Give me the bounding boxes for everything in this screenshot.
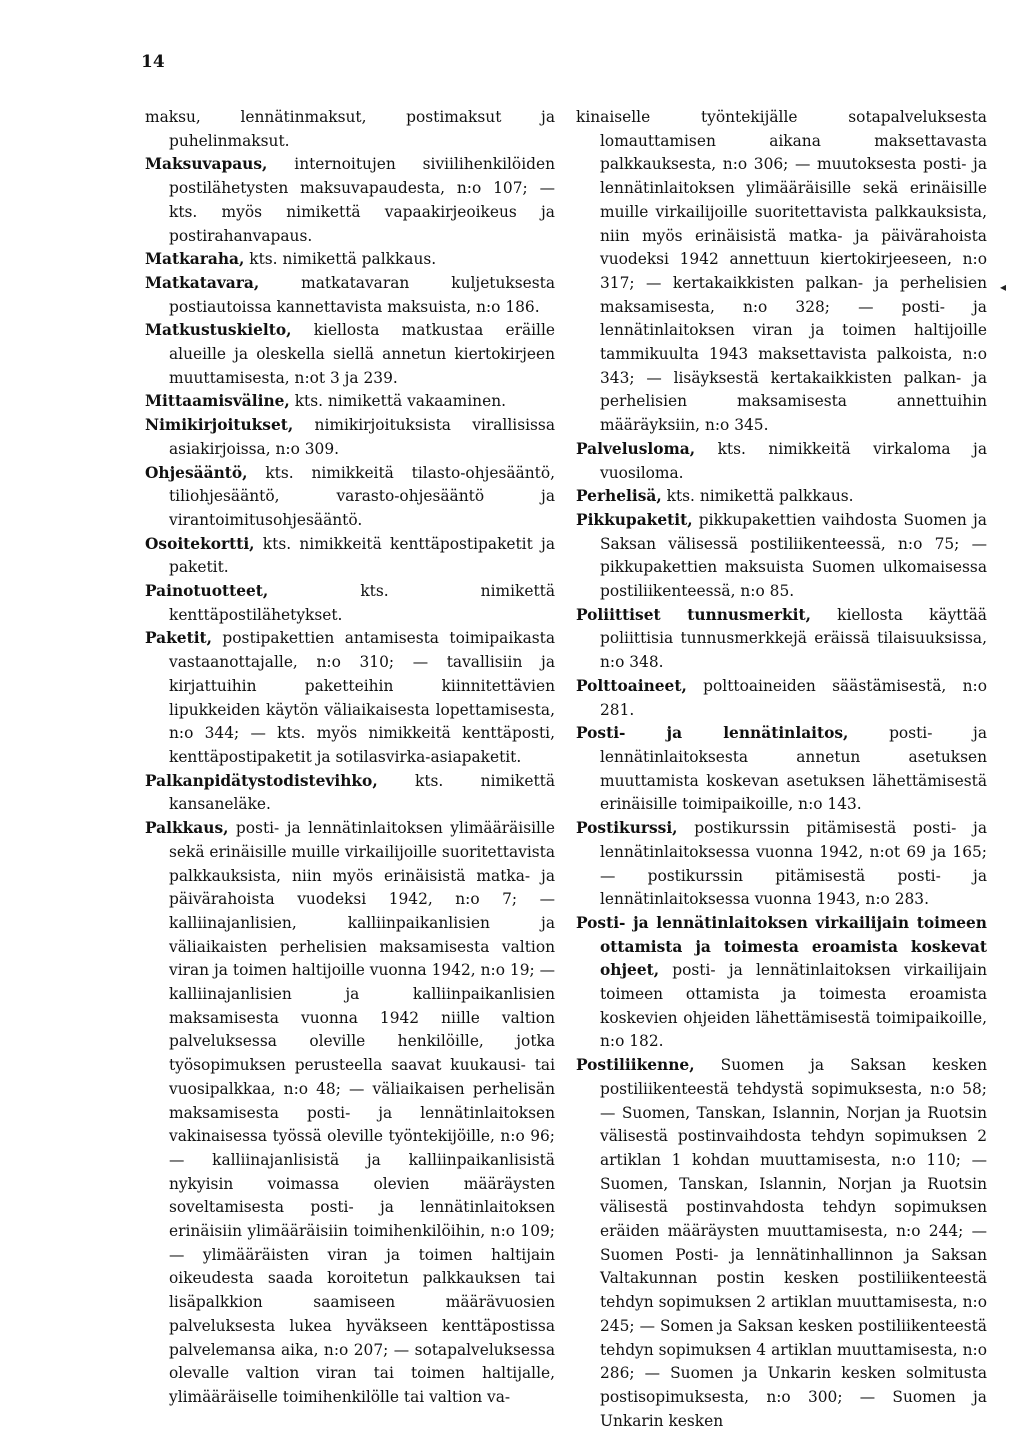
- entry-text: kiellosta matkustaa eräille alueille ja oleskella siellä annetun kiertokirjeen muuttamisesta, n:ot 3 ja 239.: [169, 321, 555, 387]
- entry-text: postipakettien antamisesta toimipaikasta vastaanottajalle, n:o 310; — tavallisiin ja kirjattuihin paketteihin kiinnitettävien lipukkeiden käytön väliaikaisesta lopettamisesta, n:o 344; — kts. myös nimikkeitä kenttäposti, kenttäpostipaketit ja sotilasvirka-asiapaketit.: [169, 629, 555, 766]
- entry-term: Poliittiset tunnusmerkit,: [576, 605, 811, 624]
- entry-text: matkatavaran kuljetuksesta postiautoissa kannettavista maksuista, n:o 186.: [169, 273, 555, 316]
- entry-text: kts. nimikettä kansaneläke.: [169, 771, 555, 814]
- index-entry: [145, 533, 555, 580]
- entry-text: kinaiselle työntekijälle sotapalveluksesta lomauttamisen aikana maksettavasta palkkauksesta, n:o 306; — muutoksesta posti- ja lennätinlaitoksen ylimääräisille sekä erinäisille muille virkailijoille suoritettavista palkkauksista, niin myös erinäisistä matka- ja päivärahoista vuodeksi 1942 annettuun kiertokirjeeseen, n:o 317; — kertakaikkisten palkan- ja perhelisien maksamisesta, n:o 328; — posti- ja lennätinlaitoksen viran ja toimen haltijoille tammikuulta 1943 maksettavista palkoista, n:o 343; — lisäyksestä kertakaikkisten palkan- ja perhelisien maksamisesta annettuihin määräyksiin, n:o 345.: [576, 108, 987, 435]
- entry-text: posti- ja lennätinlaitoksesta annetun asetuksen muuttamista koskevan asetuksen lähettämisestä erinäisille toimipaikoille, n:o 143.: [600, 724, 988, 814]
- entry-term: Maksuvapaus,: [145, 155, 268, 174]
- entry-text: kts. nimikettä palkkaus.: [244, 250, 437, 269]
- entry-text: kts. nimikkeitä kenttäpostipaketit ja paketit.: [169, 534, 555, 577]
- entry-term: Paketit,: [145, 629, 213, 648]
- entry-text: Suomen ja Saksan kesken postiliikenteestä tehdystä sopimuksesta, n:o 58; — Suomen, Tanskan, Islannin, Norjan ja Ruotsin välisestä postinvaihdosta tehdyn sopimuksen 2 artiklan 1 kohdan muuttamisesta, n:o 110; — Suomen, Tanskan, Islannin, Norjan ja Ruotsin välisestä postinvahdosta tehdyn sopimuksen eräiden määräysten muuttamisesta, n:o 244; — Suomen Posti- ja lennätinhallinnon ja Saksan Valtakunnan postin kesken postiliikenteestä tehdyn sopimuksen 2 artiklan muuttamisesta, n:o 245; — Somen ja Saksan kesken postiliikenteestä tehdyn sopimuksen 4 artiklan muuttamisesta, n:o 286; — Suomen ja Unkarin kesken solmitusta postisopimuksesta, n:o 300; — Suomen ja Unkarin kesken: [600, 1056, 987, 1430]
- index-entry: [145, 248, 555, 272]
- entry-term: Matkustuskielto,: [145, 321, 292, 340]
- entry-term: Perhelisä,: [576, 487, 662, 506]
- index-entry: [576, 438, 987, 485]
- entry-text: polttoaineiden säästämisestä, n:o 281.: [600, 676, 987, 719]
- index-column-left: [145, 106, 555, 1410]
- entry-term: Nimikirjoitukset,: [145, 416, 294, 435]
- entry-text: postikurssin pitämisestä posti- ja lennätinlaitoksessa vuonna 1942, n:ot 69 ja 165; — postikurssin pitämisestä posti- ja lennätinlaitoksessa vuonna 1943, n:o 283.: [600, 819, 987, 909]
- index-entry: [576, 817, 987, 912]
- entry-term: Palvelusloma,: [576, 439, 696, 458]
- entry-term: Posti- ja lennätinlaitos,: [576, 724, 849, 743]
- entry-term: Matkaraha,: [145, 250, 245, 269]
- index-entry: [145, 580, 555, 627]
- entry-text: kts. nimikkeitä tilasto-ohjesääntö, tiliohjesääntö, varasto-ohjesääntö ja virantoimitusohjesääntö.: [169, 463, 555, 529]
- index-entry: [576, 722, 987, 817]
- index-entry: [576, 912, 987, 1054]
- index-entry: [145, 390, 555, 414]
- entry-text: posti- ja lennätinlaitoksen virkailijain toimeen ottamista ja toimesta eroamista koskevien ohjeiden lähettämisestä toimipaikoille, n:o 182.: [600, 961, 987, 1051]
- page-number: 14: [141, 52, 165, 72]
- entry-term: Osoitekortti,: [145, 534, 255, 553]
- index-entry: [145, 462, 555, 533]
- entry-text: posti- ja lennätinlaitoksen ylimääräisille sekä erinäisille muille virkailijoille suoritettavista palkkauksista, niin myös erinäisistä matka- ja päivärahoista vuodeksi 1942, n:o 7; — kalliinajanlisien, kalliinpaikanlisien ja väliaikaisten perhelisien maksamisesta valtion viran ja toimen haltijoille vuonna 1942, n:o 19; — kalliinajanlisien ja kalliinpaikanlisien maksamisesta vuonna 1942 niille valtion palveluksessa oleville henkilöille, jotka työsopimuksen perusteella saavat kuukausi- tai vuosipalkkaa, n:o 48; — väliaikaisen perhelisän maksamisesta posti- ja lennätinlaitoksen vakinaisessa työssä oleville työntekijöille, n:o 96; — kalliinajanlisistä ja kalliinpaikanlisistä nykyisin voimassa olevien määräysten soveltamisesta posti- ja lennätinlaitoksen erinäisiin ylimääräisiin toimihenkilöihin, n:o 109; — ylimääräisten viran ja toimen haltijain oikeudesta saada koroitetun palkkauksen tai lisäpalkkion saamiseen määrävuosien palveluksesta lukea hyväkseen kenttäpostissa palvelemansa aika, n:o 207; — sotapalveluksessa olevalle valtion viran tai toimen haltijalle, ylimääräiselle toimihenkilölle tai valtion va-: [169, 819, 555, 1406]
- entry-term: Palkkaus,: [145, 819, 229, 838]
- entry-term: Painotuotteet,: [145, 582, 269, 601]
- index-entry: [576, 604, 987, 675]
- index-column-right: [576, 106, 987, 1433]
- index-entry: [145, 153, 555, 248]
- entry-term: Mittaamisväline,: [145, 392, 290, 411]
- entry-term: Matkatavara,: [145, 273, 260, 292]
- entry-text: kts. nimikettä palkkaus.: [661, 487, 854, 506]
- entry-term: Pikkupaketit,: [576, 510, 693, 529]
- entry-term: Polttoaineet,: [576, 676, 687, 695]
- index-entry: [145, 770, 555, 817]
- index-entry: [576, 509, 987, 604]
- entry-text: kts. nimikkeitä virkaloma ja vuosiloma.: [600, 439, 987, 482]
- entry-text: nimikirjoituksista virallisissa asiakirjoissa, n:o 309.: [169, 416, 555, 458]
- entry-term: Ohjesääntö,: [145, 463, 248, 482]
- entry-text: kiellosta käyttää poliittisia tunnusmerkkejä eräissä tilaisuuksissa, n:o 348.: [600, 605, 987, 672]
- entry-term: Posti- ja lennätinlaitoksen virkailijain toimeen ottamista ja toimesta eroamista koskevat ohjeet,: [576, 913, 987, 980]
- margin-arrow-icon: ◂: [1000, 280, 1007, 294]
- index-entry: [145, 272, 555, 319]
- index-entry: [145, 414, 555, 461]
- index-entry: [145, 627, 555, 769]
- entry-text: internoitujen siviilihenkilöiden postilähetysten maksuvapaudesta, n:o 107; — kts. myös nimikettä vapaakirjeoikeus ja postirahanvapaus.: [169, 155, 555, 245]
- entry-term: Postikurssi,: [576, 819, 678, 838]
- index-entry: [145, 319, 555, 390]
- index-entry: [145, 817, 555, 1410]
- index-entry: [576, 1054, 987, 1433]
- entry-term: Postiliikenne,: [576, 1056, 695, 1075]
- index-entry: [576, 675, 987, 722]
- entry-text: kts. nimikettä kenttäpostilähetykset.: [169, 582, 555, 624]
- index-entry: [145, 106, 555, 153]
- entry-text: pikkupakettien vaihdosta Suomen ja Saksan välisessä postiliikenteessä, n:o 75; — pikkupakettien maksuista Suomen ulkomaisessa postiliikenteessä, n:o 85.: [600, 510, 987, 601]
- entry-text: maksu, lennätinmaksut, postimaksut ja puhelinmaksut.: [145, 108, 555, 150]
- entry-term: Palkanpidätystodistevihko,: [145, 771, 378, 790]
- index-entry: [576, 106, 987, 438]
- index-entry: [576, 485, 987, 509]
- entry-text: kts. nimikettä vakaaminen.: [289, 392, 506, 411]
